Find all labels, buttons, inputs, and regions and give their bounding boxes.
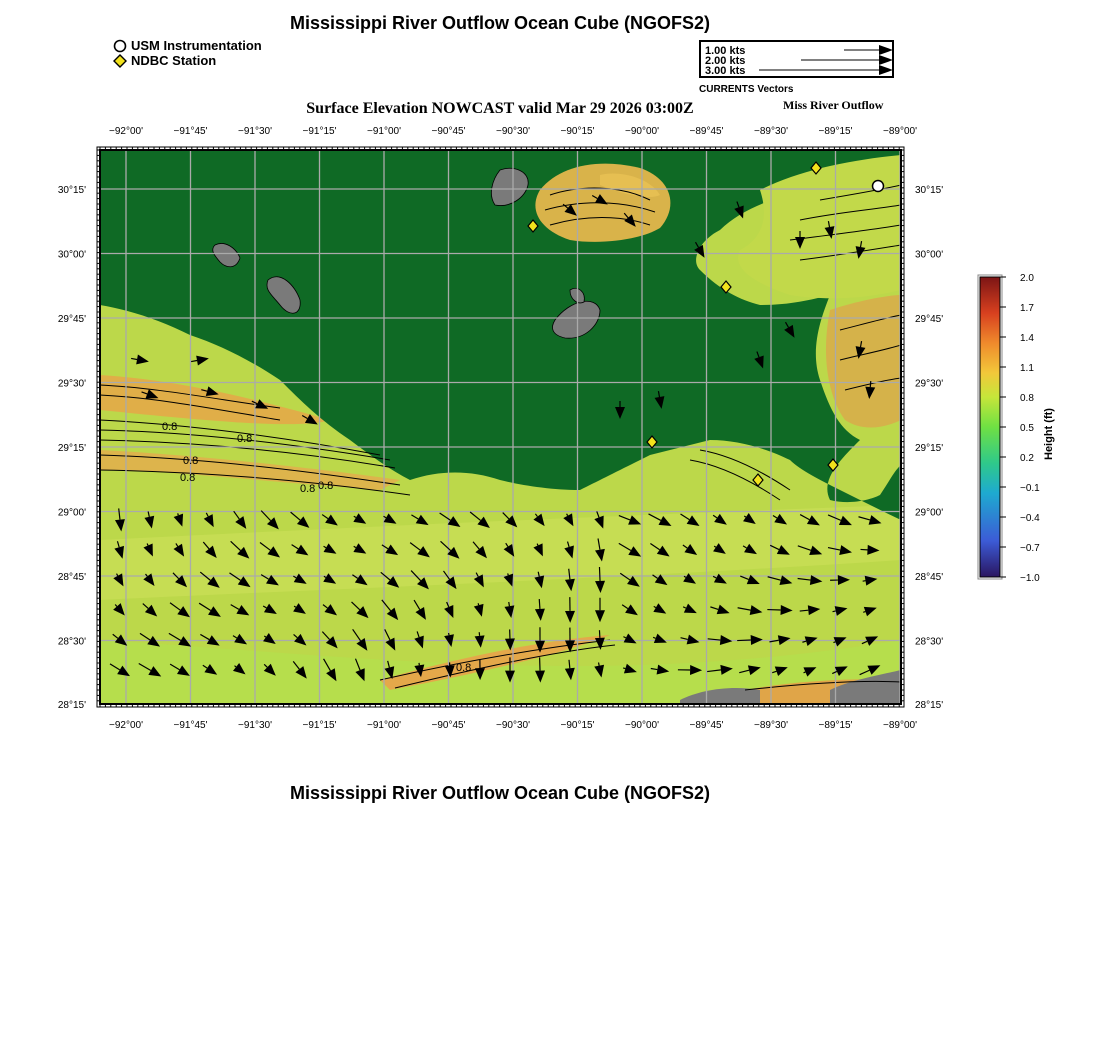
lon-tick-label: −91°45' — [173, 720, 208, 731]
lat-tick-label: 29°30' — [57, 378, 86, 390]
contour-label: 0.8 — [180, 472, 196, 484]
contour-label: 0.8 — [162, 421, 178, 433]
lon-tick-label: −90°00' — [625, 720, 659, 731]
contour-label: 0.8 — [318, 480, 334, 492]
lon-labels-top — [109, 126, 917, 137]
colorbar-tick-label: −1.0 — [1020, 573, 1040, 584]
lon-tick-label: −91°30' — [238, 126, 272, 137]
vector-scale-1: 1.00 kts — [705, 45, 746, 57]
lon-tick-label: −90°30' — [496, 720, 530, 731]
colorbar-axis-label: Height (ft) — [1043, 408, 1055, 460]
lat-tick-label: 29°45' — [915, 314, 944, 325]
contour-label: 0.8 — [183, 455, 199, 467]
lon-tick-label: −92°00' — [109, 126, 143, 137]
lon-tick-label: −91°15' — [302, 126, 337, 137]
lon-tick-label: −91°30' — [238, 720, 272, 731]
vector-scale-3: 3.00 kts — [705, 65, 746, 77]
lat-tick-label: 28°30' — [915, 636, 944, 648]
vector-scale-2: 2.00 kts — [705, 55, 746, 67]
lat-labels-left — [58, 185, 86, 711]
legend-usm-label: USM Instrumentation — [131, 38, 262, 53]
usm-instrument-marker[interactable] — [873, 181, 884, 192]
lon-tick-label: −89°30' — [754, 126, 788, 137]
map-subtitle: Surface Elevation NOWCAST valid Mar 29 2026 03:00Z — [306, 100, 694, 117]
colorbar — [980, 277, 1000, 577]
lon-tick-label: −91°15' — [302, 720, 337, 731]
lon-tick-label: −91°00' — [367, 720, 401, 731]
lon-labels-bottom — [109, 720, 917, 731]
lat-tick-label: 30°00' — [57, 249, 86, 261]
lat-tick-label: 29°15' — [57, 443, 86, 454]
lon-tick-label: −89°30' — [754, 720, 788, 731]
colorbar-tick-label: 0.5 — [1020, 423, 1034, 434]
lon-tick-label: −90°30' — [496, 126, 530, 137]
lon-tick-label: −89°00' — [883, 720, 917, 731]
lon-tick-label: −90°15' — [560, 720, 595, 731]
contour-label: 0.8 — [300, 483, 316, 495]
lat-tick-label: 28°15' — [57, 700, 86, 711]
colorbar-tick-label: 0.2 — [1020, 453, 1034, 464]
colorbar-tick-label: 0.8 — [1020, 393, 1034, 404]
lon-tick-label: −89°00' — [883, 126, 917, 137]
colorbar-tick-label: 1.1 — [1020, 363, 1034, 374]
lat-tick-label: 29°15' — [915, 443, 944, 454]
lon-tick-label: −89°15' — [818, 126, 853, 137]
colorbar-tick-label: −0.4 — [1020, 513, 1040, 524]
lon-tick-label: −89°45' — [689, 126, 724, 137]
lon-tick-label: −92°00' — [109, 720, 143, 731]
colorbar-tick-label: −0.1 — [1020, 483, 1040, 494]
legend-ndbc-label: NDBC Station — [131, 53, 217, 68]
colorbar-tick-label: 1.7 — [1020, 303, 1034, 314]
lon-tick-label: −91°00' — [367, 126, 401, 137]
lon-tick-label: −90°15' — [560, 126, 595, 137]
lon-tick-label: −90°45' — [431, 126, 466, 137]
lat-tick-label: 29°00' — [57, 507, 86, 519]
lat-tick-label: 30°15' — [915, 185, 944, 196]
corner-label: Miss River Outflow — [783, 98, 884, 112]
lat-tick-label: 30°15' — [57, 185, 86, 196]
lat-tick-label: 28°45' — [57, 572, 86, 583]
lon-tick-label: −89°45' — [689, 720, 724, 731]
lat-tick-label: 28°15' — [915, 700, 944, 711]
page-title: Mississippi River Outflow Ocean Cube (NGOFS2) — [289, 13, 711, 33]
colorbar-tick-label: 1.4 — [1020, 333, 1034, 344]
lat-tick-label: 28°45' — [915, 572, 944, 583]
lat-tick-label: 30°00' — [915, 249, 944, 261]
colorbar-ticks — [1000, 273, 1040, 584]
contour-label: 0.8 — [237, 433, 253, 445]
lat-tick-label: 29°30' — [915, 378, 944, 390]
lat-tick-label: 28°30' — [57, 636, 86, 648]
lon-tick-label: −90°00' — [625, 126, 659, 137]
vector-caption: CURRENTS Vectors — [699, 84, 794, 95]
lon-tick-label: −91°45' — [173, 126, 208, 137]
lon-tick-label: −89°15' — [818, 720, 853, 731]
colorbar-tick-label: 2.0 — [1020, 273, 1034, 284]
contour-label: 0.8 — [456, 662, 472, 674]
footer-title: Mississippi River Outflow Ocean Cube (NGOFS2) — [289, 783, 711, 803]
lat-labels-right — [915, 185, 943, 711]
lat-tick-label: 29°45' — [57, 314, 86, 325]
colorbar-tick-label: −0.7 — [1020, 543, 1040, 554]
lon-tick-label: −90°45' — [431, 720, 466, 731]
lat-tick-label: 29°00' — [915, 507, 944, 519]
